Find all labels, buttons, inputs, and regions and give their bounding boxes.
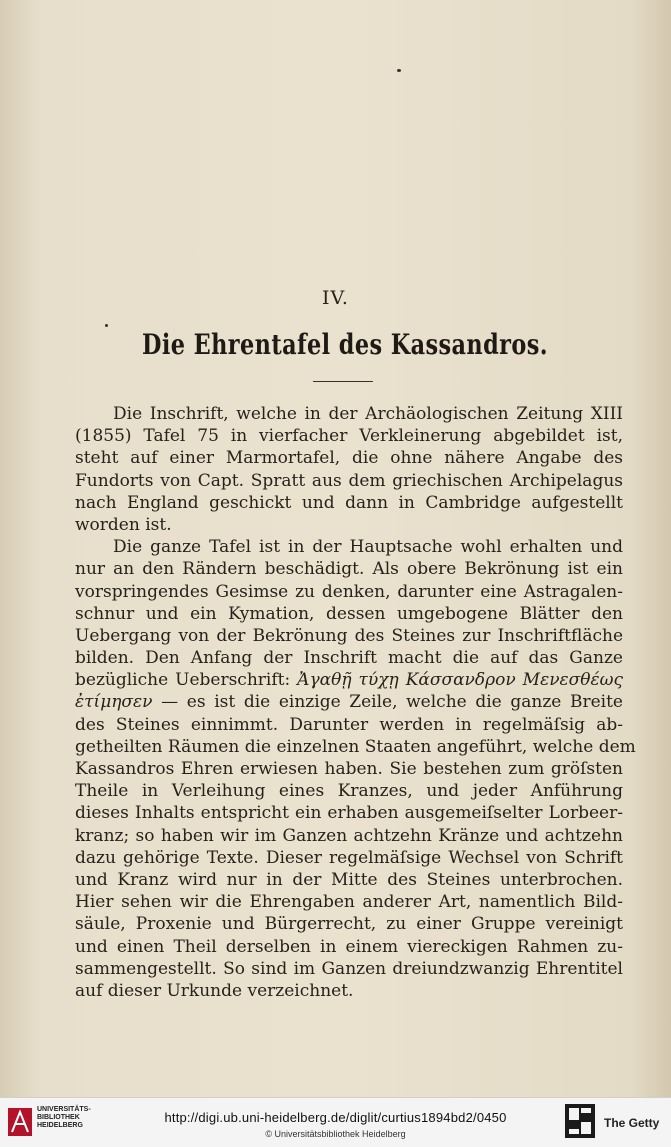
ink-speck [397, 69, 401, 72]
text-line: und Kranz wird nur in der Mitte des Steines unterbrochen. [75, 869, 623, 890]
text-fragment: Darunter werden in regelmäſsig ab- [289, 714, 624, 735]
permalink-url[interactable]: http://digi.ub.uni-heidelberg.de/diglit/curtius1894bd2/0450 [164, 1110, 507, 1125]
text-line: auf dieser Urkunde verzeichnet. [75, 980, 354, 1001]
text-line: Kassandros Ehren erwiesen haben. Sie bestehen zum gröſsten [75, 759, 623, 779]
text-line: kranz; so haben wir im Ganzen achtzehn Kränze und achtzehn [75, 825, 623, 846]
copyright-notice: © Universitätsbibliothek Heidelberg [265, 1129, 406, 1139]
text-line: steht auf einer Marmortafel, die ohne nähere Angabe des [75, 448, 623, 469]
text-line: Hier sehen wir die Ehrengaben anderer Art, namentlich Bild- [75, 892, 623, 913]
greek-inscription: Ἀγαθῇ τύχῃ Κάσσανδρον Μενεσθέως [297, 670, 624, 691]
text-line: nur an den Rändern beschädigt. Als obere Bekrönung ist ein [75, 559, 623, 580]
text-line [75, 714, 623, 736]
text-fragment: — es ist die einzige Zeile, welche die ganze Breite [161, 692, 623, 713]
greek-inscription: ἐτίμησεν [75, 692, 153, 713]
text-line: schnur und ein Kymation, dessen umgebogene Blätter den [75, 603, 623, 624]
text-line: Uebergang von der Bekrönung des Steines zur Inschriftfläche [75, 625, 623, 646]
library-name: UNIVERSITÄTS- BIBLIOTHEK HEIDELBERG [37, 1106, 91, 1129]
page-title: Die Ehrentafel des Kassandros. [142, 328, 548, 361]
text-line: Theile in Verleihung eines Kranzes, und jeder Anführung [75, 781, 623, 802]
text-fragment: des Steines einnimmt. [75, 714, 279, 735]
viewer-footer [0, 1097, 671, 1147]
text-line: bilden. Den Anfang der Inschrift macht die auf das Ganze [75, 648, 623, 669]
text-line-with-greek [75, 691, 623, 713]
partner-name: The Getty [604, 1116, 660, 1130]
chapter-number: IV. [322, 287, 349, 309]
text-line: (1855) Tafel 75 in vierfacher Verkleinerung abgebildet ist, [75, 426, 623, 447]
title-divider [313, 381, 373, 382]
text-line: säule, Proxenie und Bürgerrecht, zu einer Gruppe vereinigt [75, 914, 623, 935]
text-line: sammengestellt. So sind im Ganzen dreiundzwanzig Ehrentitel [75, 958, 623, 979]
text-line: nach England geschickt und dann in Cambridge aufgestellt [75, 492, 623, 513]
text-line: und einen Theil derselben in einem viereckigen Rahmen zu- [75, 936, 623, 957]
text-line-with-greek [75, 669, 623, 691]
text-fragment: bezügliche Ueberschrift: [75, 670, 291, 691]
getty-logo-icon[interactable] [565, 1104, 595, 1138]
text-line: dazu gehörige Texte. Dieser regelmäſsige Wechsel von Schrift [75, 847, 623, 868]
text-line: worden ist. [75, 514, 172, 535]
text-line: Die Inschrift, welche in der Archäologischen Zeitung XIII [113, 404, 623, 424]
text-line: vorspringendes Gesimse zu denken, darunter eine Astragalen- [75, 581, 623, 602]
body-text [75, 403, 636, 1002]
text-line: Die ganze Tafel ist in der Hauptsache wohl erhalten und [113, 537, 623, 558]
text-line: getheilten Räumen die einzelnen Staaten angeführt, welche dem [75, 736, 636, 757]
text-line: dieses Inhalts entspricht ein erhaben ausgemeiſselter Lorbeer- [75, 803, 623, 824]
text-line: Fundorts von Capt. Spratt aus dem griechischen Archipelagus [75, 470, 623, 491]
ink-speck [105, 324, 108, 327]
